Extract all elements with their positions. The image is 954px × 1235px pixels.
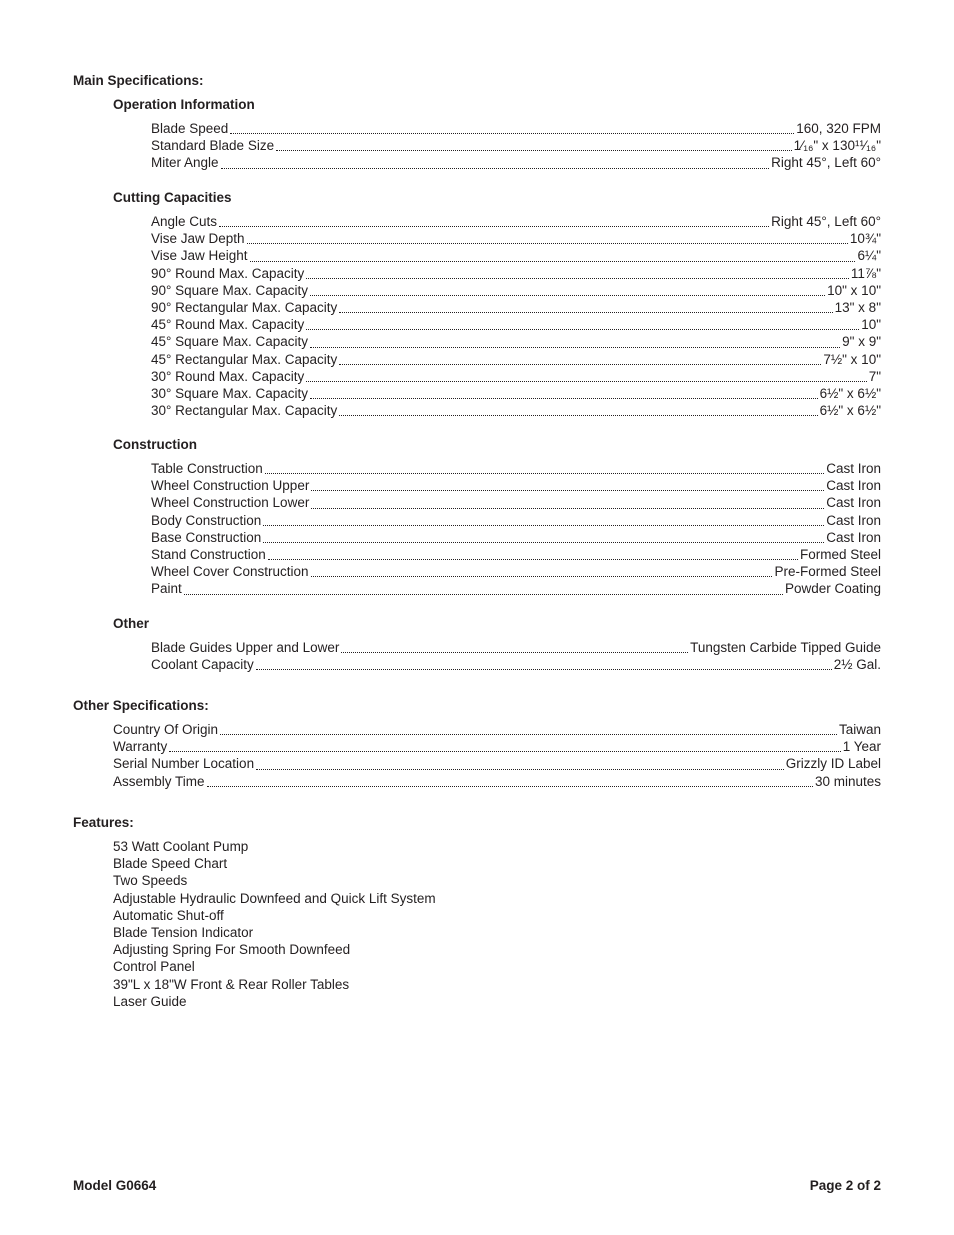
spec-row (113, 755, 881, 772)
dot-leader (339, 364, 821, 365)
spec-row (113, 721, 881, 738)
spec-row (151, 639, 881, 656)
dot-leader (268, 559, 798, 560)
spec-value: Tungsten Carbide Tipped Guide (690, 640, 881, 655)
dot-leader (310, 295, 825, 296)
spec-row (151, 247, 881, 264)
dot-leader (220, 734, 837, 735)
feature-item: Two Speeds (113, 873, 188, 889)
dot-leader (169, 751, 840, 752)
spec-label: Coolant Capacity (151, 657, 254, 673)
spec-value: 6¼" (857, 248, 881, 264)
main-specifications-heading: Main Specifications: (73, 73, 204, 88)
spec-value: Grizzly ID Label (785, 756, 881, 772)
dot-leader (339, 312, 832, 313)
footer-model: Model G0664 (73, 1178, 157, 1193)
spec-label: Blade Guides Upper and Lower (151, 640, 340, 655)
spec-value: 30 minutes (814, 773, 881, 789)
other-heading: Other (113, 616, 150, 631)
dot-leader (306, 381, 866, 382)
spec-value: 10" x 10" (827, 282, 881, 298)
spec-value: Right 45°, Left 60° (771, 155, 881, 171)
spec-label: Standard Blade Size (151, 138, 275, 154)
spec-row (151, 265, 881, 282)
spec-row (151, 213, 881, 230)
spec-label: 30° Round Max. Capacity (151, 368, 305, 384)
spec-row (151, 494, 881, 511)
spec-label: Paint (151, 581, 182, 597)
spec-label: Blade Speed (151, 121, 229, 136)
dot-leader (207, 786, 813, 787)
spec-label: 45° Square Max. Capacity (151, 334, 308, 350)
features-list (113, 838, 436, 1010)
other-list (151, 639, 881, 673)
spec-label: 45° Round Max. Capacity (151, 317, 305, 333)
spec-label: Vise Jaw Height (151, 248, 248, 264)
spec-value: Pre-Formed Steel (774, 564, 881, 580)
spec-value: Cast Iron (826, 512, 881, 528)
spec-value: 6½" x 6½" (819, 385, 881, 401)
spec-label: Stand Construction (151, 546, 266, 562)
dot-leader (256, 669, 832, 670)
spec-value: 10¾" (849, 231, 881, 247)
feature-item: Adjustable Hydraulic Downfeed and Quick Lift System (113, 890, 436, 906)
spec-row (113, 738, 881, 755)
spec-value: 10" (861, 317, 881, 333)
spec-row (151, 316, 881, 333)
feature-item: Blade Speed Chart (113, 856, 228, 872)
spec-value: 13" x 8" (834, 299, 881, 315)
other-specifications-heading: Other Specifications: (73, 698, 209, 713)
dot-leader (276, 150, 792, 151)
spec-row (151, 120, 881, 137)
dot-leader (306, 329, 859, 330)
dot-leader (311, 508, 824, 509)
dot-leader (265, 473, 824, 474)
spec-row (151, 299, 881, 316)
spec-label: Wheel Construction Lower (151, 495, 310, 511)
operation-information-heading: Operation Information (113, 97, 255, 112)
spec-label: Assembly Time (113, 773, 205, 789)
spec-value: Powder Coating (784, 581, 881, 597)
spec-value: Formed Steel (799, 546, 881, 562)
spec-label: 90° Rectangular Max. Capacity (151, 299, 338, 315)
feature-item: Control Panel (113, 959, 195, 975)
dot-leader (263, 542, 824, 543)
dot-leader (230, 133, 794, 134)
dot-leader (306, 278, 849, 279)
spec-value: 7½" x 10" (823, 351, 881, 367)
spec-value: 1⁄₁₆" x 130¹¹⁄₁₆" (793, 138, 881, 154)
spec-label: Wheel Cover Construction (151, 564, 309, 580)
footer-page-number: Page 2 of 2 (809, 1178, 881, 1193)
spec-label: Body Construction (151, 512, 262, 528)
spec-label: 30° Rectangular Max. Capacity (151, 403, 338, 419)
spec-label: Vise Jaw Depth (151, 231, 245, 247)
spec-label: Serial Number Location (113, 756, 255, 772)
dot-leader (184, 594, 783, 595)
spec-row (151, 154, 881, 171)
other-specifications-list (113, 721, 881, 790)
spec-row (151, 333, 881, 350)
operation-information-list (151, 120, 881, 172)
cutting-capacities-list (151, 213, 881, 419)
feature-item: 53 Watt Coolant Pump (113, 839, 249, 854)
spec-value: 2½ Gal. (833, 657, 881, 673)
dot-leader (310, 398, 818, 399)
cutting-capacities-heading: Cutting Capacities (113, 190, 232, 205)
spec-value: 160, 320 FPM (796, 121, 881, 136)
spec-label: 90° Square Max. Capacity (151, 282, 308, 298)
spec-value: Cast Iron (826, 495, 881, 511)
feature-item: Automatic Shut-off (113, 907, 224, 923)
spec-row (151, 230, 881, 247)
spec-row (151, 385, 881, 402)
spec-label: 45° Rectangular Max. Capacity (151, 351, 338, 367)
spec-row (113, 773, 881, 790)
spec-value: Taiwan (838, 722, 881, 737)
dot-leader (256, 769, 784, 770)
spec-label: 30° Square Max. Capacity (151, 385, 308, 401)
features-heading: Features: (73, 815, 134, 830)
dot-leader (311, 490, 824, 491)
spec-label: Wheel Construction Upper (151, 478, 310, 494)
spec-row (151, 563, 881, 580)
dot-leader (250, 261, 856, 262)
spec-row (151, 580, 881, 597)
spec-row (151, 351, 881, 368)
feature-item: Laser Guide (113, 993, 187, 1009)
spec-value: Right 45°, Left 60° (771, 214, 881, 229)
dot-leader (341, 652, 688, 653)
dot-leader (263, 525, 824, 526)
feature-item: Adjusting Spring For Smooth Downfeed (113, 942, 351, 958)
spec-value: 6½" x 6½" (819, 403, 881, 419)
spec-label: Angle Cuts (151, 214, 218, 229)
spec-label: Base Construction (151, 529, 262, 545)
spec-row (151, 368, 881, 385)
spec-value: 11⅞" (850, 265, 881, 281)
dot-leader (310, 347, 840, 348)
spec-row (151, 477, 881, 494)
feature-item: 39"L x 18"W Front & Rear Roller Tables (113, 976, 350, 992)
dot-leader (247, 243, 848, 244)
spec-row (151, 529, 881, 546)
dot-leader (219, 226, 769, 227)
spec-row (151, 137, 881, 154)
spec-row (151, 546, 881, 563)
spec-label: Table Construction (151, 461, 263, 476)
construction-heading: Construction (113, 437, 197, 452)
spec-value: Cast Iron (826, 461, 881, 476)
spec-row (151, 460, 881, 477)
dot-leader (339, 415, 817, 416)
spec-label: 90° Round Max. Capacity (151, 265, 305, 281)
feature-item: Blade Tension Indicator (113, 924, 254, 940)
spec-value: 7" (868, 368, 881, 384)
spec-row (151, 656, 881, 673)
spec-row (151, 402, 881, 419)
spec-row (151, 512, 881, 529)
spec-label: Country Of Origin (113, 722, 219, 737)
dot-leader (311, 576, 773, 577)
construction-list (151, 460, 881, 598)
spec-label: Warranty (113, 739, 168, 755)
spec-value: 1 Year (842, 739, 881, 755)
spec-value: Cast Iron (826, 529, 881, 545)
spec-label: Miter Angle (151, 155, 219, 171)
dot-leader (221, 168, 770, 169)
spec-value: 9" x 9" (842, 334, 881, 350)
spec-row (151, 282, 881, 299)
spec-value: Cast Iron (826, 478, 881, 494)
